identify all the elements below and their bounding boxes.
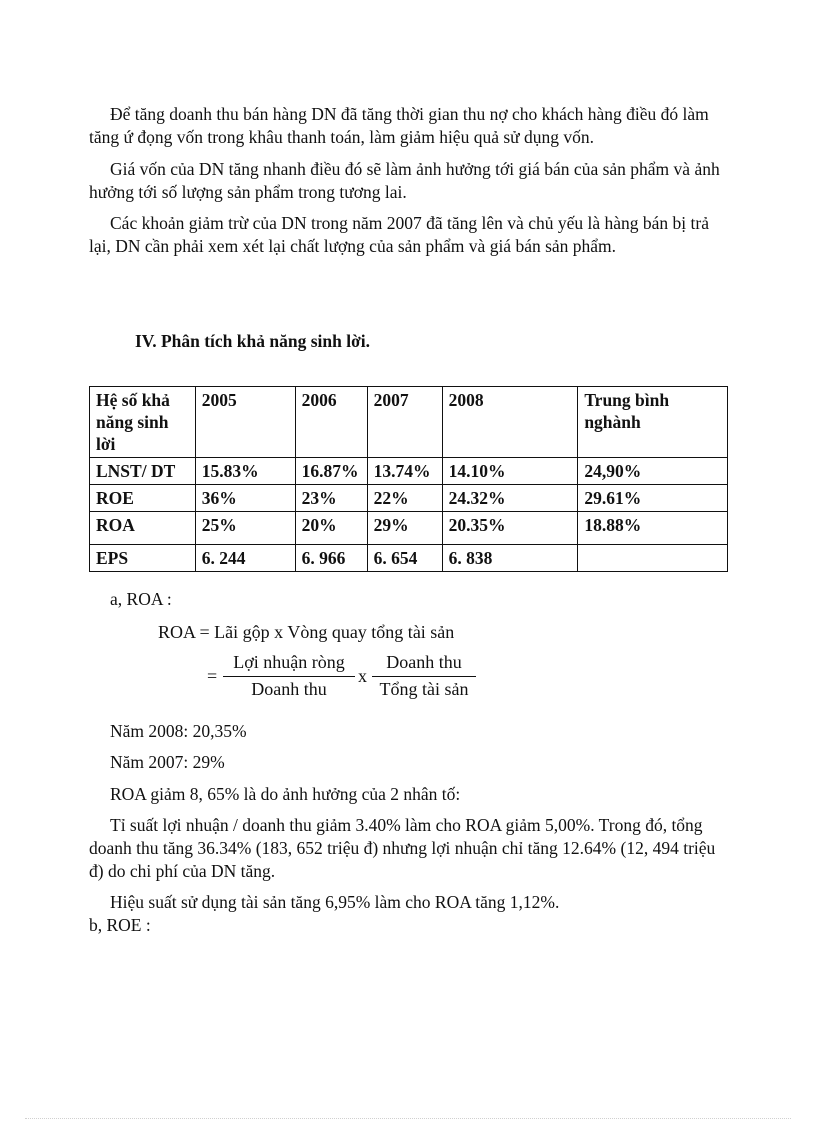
table-row — [90, 545, 728, 572]
table-cell: 6. 244 — [195, 545, 295, 572]
table-cell: 29% — [367, 512, 442, 545]
formula-equals: = — [207, 666, 218, 686]
table-row — [90, 512, 728, 545]
table-header-row — [90, 387, 728, 458]
table-cell: 6. 838 — [442, 545, 578, 572]
table-cell: 16.87% — [295, 458, 367, 485]
fraction-denominator: Doanh thu — [251, 679, 327, 699]
table-cell: 6. 966 — [295, 545, 367, 572]
fraction-numerator: Doanh thu — [386, 652, 462, 672]
table-row — [90, 485, 728, 512]
paragraph-roa-2008: Năm 2008: 20,35% — [110, 721, 247, 741]
table-cell: 24.32% — [442, 485, 578, 512]
table-cell: 25% — [195, 512, 295, 545]
table-cell: 18.88% — [578, 512, 728, 545]
table-cell: 22% — [367, 485, 442, 512]
fraction-numerator: Lợi nhuận ròng — [233, 652, 345, 672]
paragraph-receivables: Để tăng doanh thu bán hàng DN đã tăng thời gian thu nợ cho khách hàng điều đó làm tăng ứ đọng vốn trong khâu thanh toán, làm giảm hiệu quả sử dụng vốn. — [89, 104, 709, 147]
table-cell: 15.83% — [195, 458, 295, 485]
profitability-table — [89, 386, 728, 572]
fraction-profit-revenue — [223, 652, 355, 700]
paragraph-profit-margin: Tỉ suất lợi nhuận / doanh thu giảm 3.40% làm cho ROA giảm 5,00%. Trong đó, tổng doanh thu tăng 36.34% (183, 652 triệu đ) nhưng lợi nhuận chỉ tăng 12.64% (12, 494 triệu đ) do chi phí của DN tăng. — [89, 815, 716, 881]
table-header-cell: Hệ số khả năng sinh lời — [90, 387, 196, 458]
table-cell: 24,90% — [578, 458, 728, 485]
table-cell: 36% — [195, 485, 295, 512]
table-cell: 20.35% — [442, 512, 578, 545]
table-cell: 13.74% — [367, 458, 442, 485]
roe-label: b, ROE : — [89, 915, 151, 935]
roa-formula-line: ROA = Lãi gộp x Vòng quay tổng tài sản — [158, 622, 455, 642]
page-bottom-divider — [25, 1118, 791, 1119]
table-cell: 20% — [295, 512, 367, 545]
fraction-revenue-assets — [372, 652, 476, 700]
fraction-bar — [223, 676, 355, 677]
section-heading: IV. Phân tích khả năng sinh lời. — [135, 331, 371, 351]
table-header-cell: 2005 — [195, 387, 295, 458]
paragraph-cost-of-goods: Giá vốn của DN tăng nhanh điều đó sẽ làm ảnh hưởng tới giá bán của sản phẩm và ảnh hưởng tới số lượng sản phẩm trong tương lai. — [89, 159, 720, 202]
table-header-cell: 2008 — [442, 387, 578, 458]
table-cell: 29.61% — [578, 485, 728, 512]
table-header-cell: 2006 — [295, 387, 367, 458]
table-cell: LNST/ DT — [90, 458, 196, 485]
table-cell: 14.10% — [442, 458, 578, 485]
table-row — [90, 458, 728, 485]
fraction-bar — [372, 676, 476, 677]
table-cell: ROE — [90, 485, 196, 512]
paragraph-roa-2007: Năm 2007: 29% — [110, 752, 225, 772]
fraction-denominator: Tổng tài sản — [379, 679, 469, 699]
paragraph-deductions: Các khoản giảm trừ của DN trong năm 2007 đã tăng lên và chủ yếu là hàng bán bị trả lại, DN cần phải xem xét lại chất lượng của sản phẩm và giá bán sản phẩm. — [89, 213, 709, 256]
roa-label: a, ROA : — [110, 589, 172, 609]
table-cell: 6. 654 — [367, 545, 442, 572]
table-cell: 23% — [295, 485, 367, 512]
formula-times: x — [358, 666, 367, 686]
table-header-cell: 2007 — [367, 387, 442, 458]
table-cell: ROA — [90, 512, 196, 545]
paragraph-asset-efficiency: Hiệu suất sử dụng tài sản tăng 6,95% làm cho ROA tăng 1,12%. — [110, 892, 560, 912]
table-header-cell: Trung bình nghành — [578, 387, 728, 458]
table-cell: EPS — [90, 545, 196, 572]
paragraph-roa-decrease: ROA giảm 8, 65% là do ảnh hưởng của 2 nhân tố: — [110, 784, 461, 804]
table-cell — [578, 545, 728, 572]
